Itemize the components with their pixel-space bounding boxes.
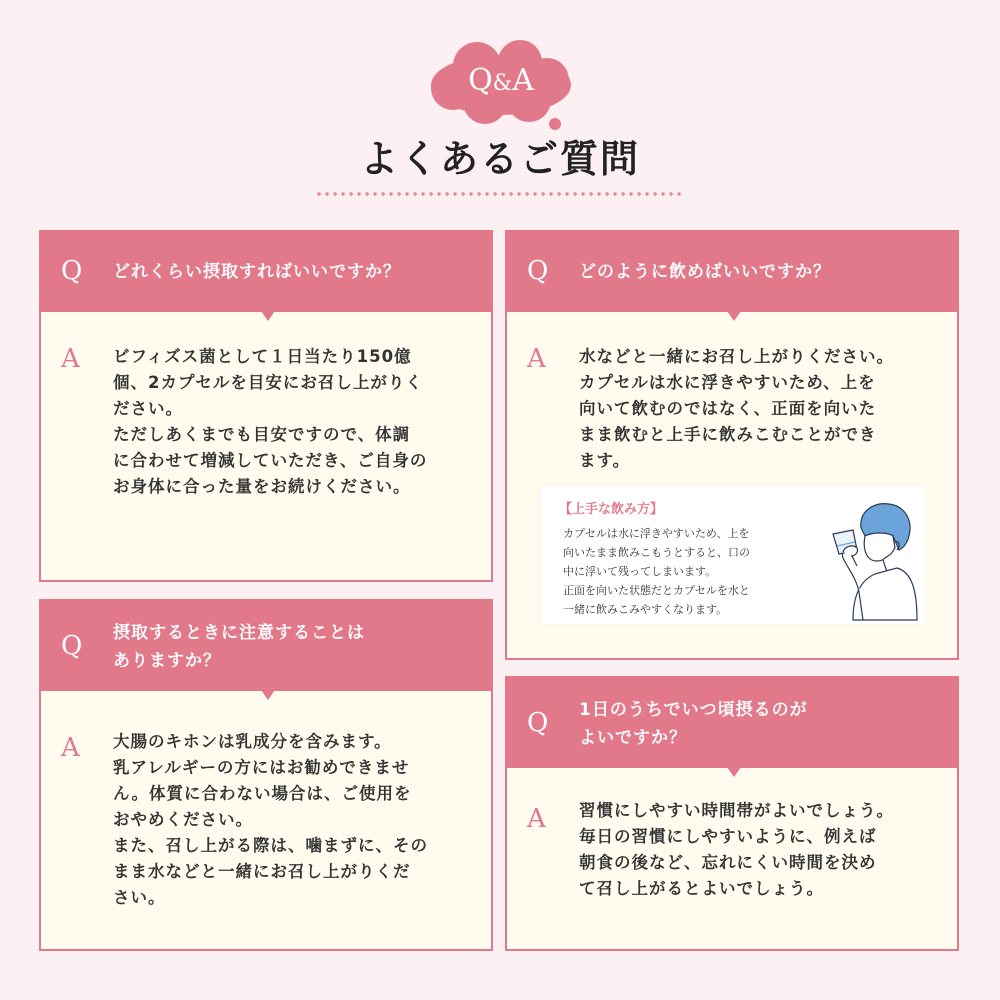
question-line: どれくらい摂取すればいいですか？ xyxy=(113,262,401,282)
tip-line: 一緒に飲みこみやすくなります。 xyxy=(563,603,728,616)
answer-line: ださい。 xyxy=(113,399,183,418)
question-text xyxy=(579,258,939,286)
answer-text xyxy=(113,344,467,500)
qa-badge-q: Q xyxy=(468,63,493,98)
q-mark: Q xyxy=(527,256,549,286)
answer-line: 習慣にしやすい時間帯がよいでしょう。 xyxy=(579,801,894,820)
question-line: 1日のうちでいつ頃摂るのが xyxy=(579,700,808,720)
qa-badge-a: A xyxy=(512,63,534,98)
a-mark: A xyxy=(61,344,80,374)
question-line: 摂取するときに注意することは xyxy=(113,623,365,643)
q-mark: Q xyxy=(61,631,83,661)
tip-body xyxy=(563,524,823,619)
answer-line: 向いて飲むのではなく、正面を向いた xyxy=(579,399,877,418)
page-title: よくあるご質問 xyxy=(359,137,640,181)
speech-notch xyxy=(261,690,275,700)
answer-line: 大腸のキホンは乳成分を含みます。 xyxy=(113,732,392,751)
tip-line: 中に浮いて残ってしまいます。 xyxy=(563,565,717,578)
question-line: どのように飲めばいいですか？ xyxy=(579,262,831,282)
answer-line: おやめください。 xyxy=(113,810,253,829)
answer-line: 個、2カプセルを目安にお召し上がりく xyxy=(113,373,423,392)
faq-card-precautions xyxy=(39,599,493,951)
page-header xyxy=(0,0,1000,210)
answer-text xyxy=(579,798,933,902)
answer-line: て召し上がるとよいでしょう。 xyxy=(579,879,824,898)
question-text xyxy=(113,258,473,286)
person-drinking-illustration xyxy=(813,496,921,622)
answer-line: に合わせて増減していただき、ご自身の xyxy=(113,451,428,470)
speech-notch xyxy=(727,767,741,777)
a-mark: A xyxy=(61,733,80,763)
question-bar xyxy=(507,678,957,768)
answer-line: ます。 xyxy=(579,451,631,470)
answer-text xyxy=(113,729,467,911)
answer-line: ビフィズス菌として１日当たり150億 xyxy=(113,347,412,366)
question-bar xyxy=(507,232,957,312)
faq-card-dosage xyxy=(39,230,493,582)
speech-notch xyxy=(261,311,275,321)
a-mark: A xyxy=(527,804,546,834)
answer-line: ただしあくまでも目安ですので、体調 xyxy=(113,425,411,444)
question-text xyxy=(113,619,473,675)
question-line: ありますか？ xyxy=(113,651,221,671)
answer-line: さい。 xyxy=(113,888,166,907)
answer-line: 毎日の習慣にしやすいように、例えば xyxy=(579,827,877,846)
faq-card-how-to-take xyxy=(505,230,959,660)
tip-title: 【上手な飲み方】 xyxy=(559,502,664,517)
tip-line: カプセルは水に浮きやすいため、上を xyxy=(563,527,750,540)
answer-line: ん。体質に合わない場合は、ご使用を xyxy=(113,784,412,803)
answer-line: 乳アレルギーの方にはお勧めできませ xyxy=(113,758,410,777)
answer-line: 朝食の後など、忘れにくい時間を決め xyxy=(579,853,877,872)
question-text xyxy=(579,696,939,752)
answer-line: 水などと一緒にお召し上がりください。 xyxy=(579,347,894,366)
q-mark: Q xyxy=(61,256,83,286)
answer-text xyxy=(579,344,933,474)
answer-line: まま水などと一緒にお召し上がりくだ xyxy=(113,862,411,881)
tip-line: 向いたまま飲みこもうとすると、口の xyxy=(563,546,750,559)
question-bar xyxy=(41,232,491,312)
speech-notch xyxy=(727,311,741,321)
a-mark: A xyxy=(527,344,546,374)
faq-card-timing xyxy=(505,676,959,951)
qa-badge-amp: & xyxy=(492,71,513,96)
qa-badge-label xyxy=(425,56,577,106)
answer-line: まま飲むと上手に飲みこむことができ xyxy=(579,425,877,444)
tip-line: 正面を向いた状態だとカプセルを水と xyxy=(563,584,750,597)
answer-line: カプセルは水に浮きやすいため、上を xyxy=(579,373,876,392)
q-mark: Q xyxy=(527,708,549,738)
question-bar xyxy=(41,601,491,691)
tip-box xyxy=(541,486,925,624)
answer-line: お身体に合った量をお続けください。 xyxy=(113,477,411,496)
question-line: よいですか？ xyxy=(579,728,687,748)
dotted-divider xyxy=(315,192,685,196)
answer-line: また、召し上がる際は、噛まずに、その xyxy=(113,836,428,855)
